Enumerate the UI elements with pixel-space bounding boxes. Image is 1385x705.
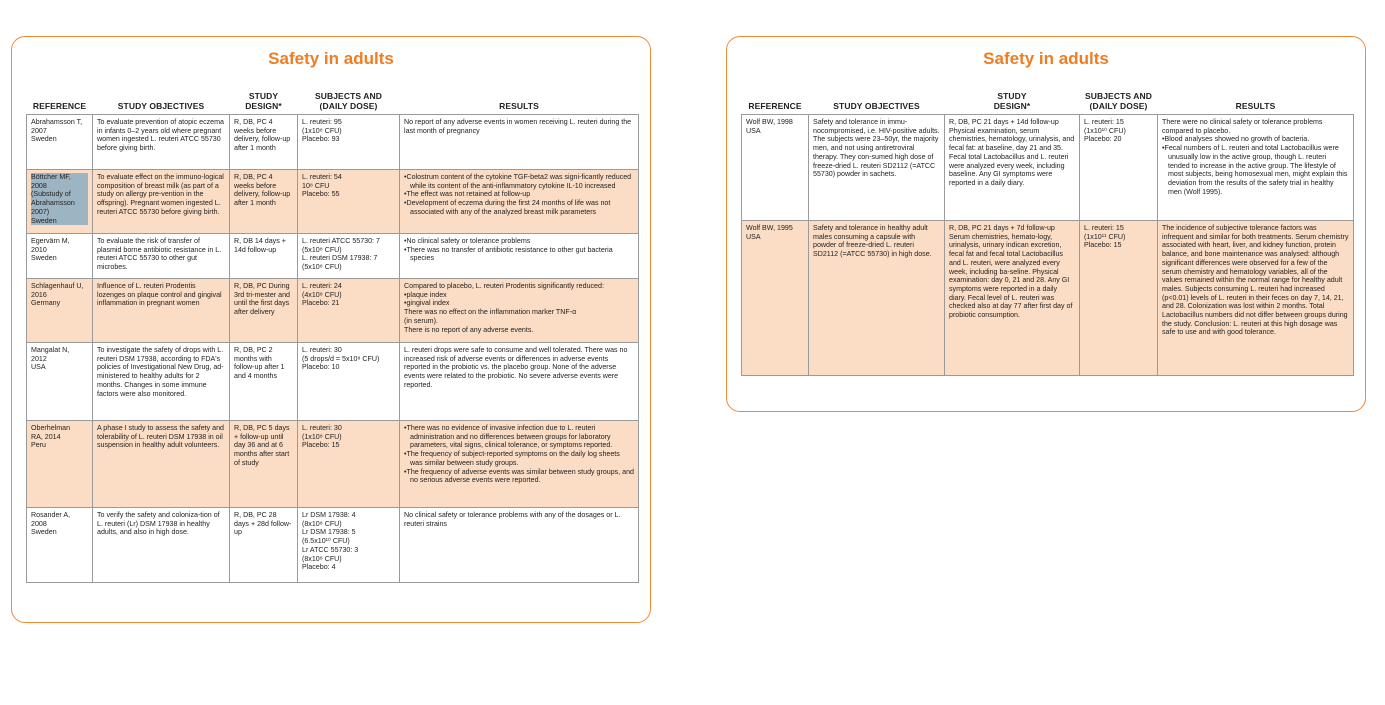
reference-line: 2016 xyxy=(31,290,47,299)
results-line: There were no clinical safety or tolerance problems compared to placebo. xyxy=(1162,118,1323,135)
reference-line: Abrahamsson T, xyxy=(31,118,83,126)
subjects-line: L. reuteri: 54 xyxy=(302,173,342,181)
objectives-cell: To evaluate the risk of transfer of plasmid borne antibiotic resistance in L. reuteri ATCC 55730 to other gut microbes. xyxy=(93,234,230,279)
header-results: RESULTS xyxy=(499,101,539,111)
reference-line: USA xyxy=(31,363,46,372)
subjects-line: L. reuteri DSM 17938: 7 xyxy=(302,254,378,263)
reference-line: 2008 xyxy=(31,519,47,528)
safety-table-panel-left xyxy=(11,36,651,623)
results-cell: No report of any adverse events in women receiving L. reuteri during the last month of pregnancy xyxy=(400,115,639,170)
reference-line: Wolf BW, 1998 xyxy=(746,118,793,126)
reference-line: Schlagenhauf U, xyxy=(31,282,84,290)
panel-title: Safety in adults xyxy=(268,49,394,68)
table-row xyxy=(27,421,639,508)
results-bullet: • Colostrum content of the cytokine TGF-beta2 was signi-ficantly reduced while its content of the anti-inflammatory cytokine IL-10 increased xyxy=(404,173,634,190)
objectives-cell: To evaluate prevention of atopic eczema in infants 0–2 years old where pregnant women ingested L. reuteri ATCC 55730 before giving birth. xyxy=(93,115,230,170)
subjects-line: Placebo: 93 xyxy=(302,135,340,144)
header-study-objectives: STUDY OBJECTIVES xyxy=(117,101,205,111)
reference-line: Egervärn M, xyxy=(31,237,70,245)
subjects-line: Placebo: 21 xyxy=(302,299,340,308)
panel-title: Safety in adults xyxy=(983,49,1109,68)
results-bullet: • gingival index xyxy=(404,299,634,308)
reference-line: Sweden xyxy=(31,254,57,263)
reference-line: Wolf BW, 1995 xyxy=(746,224,793,232)
subjects-line: (1x10⁸ CFU) xyxy=(302,432,342,441)
subjects-cell xyxy=(1080,115,1158,221)
reference-line: Peru xyxy=(31,441,46,450)
reference-line: Böttcher MF, xyxy=(31,173,88,182)
header-study-design xyxy=(945,91,1080,115)
header-line: (DAILY DOSE) xyxy=(1089,101,1148,111)
table-row xyxy=(27,508,639,583)
results-line: There was no effect on the inflammation marker TNF-α xyxy=(404,308,577,317)
design-cell: R, DB, PC During 3rd tri-mester and until the first days after delivery xyxy=(230,279,298,343)
subjects-line: L. reuteri: 15 xyxy=(1084,224,1124,232)
design-cell: R, DB, PC 21 days + 14d follow-up Physical examination, serum chemistries, hematology, urinalysis, and fecal fat: at baseline, day 21 and 35. Fecal total Lactobacillus and L. reuteri were analyzed every week, including baseline. Any GI symptoms were reported in a daily diary. xyxy=(945,115,1080,221)
reference-cell xyxy=(27,115,93,170)
reference-line: Germany xyxy=(31,299,61,308)
subjects-line: Lr ATCC 55730: 3 xyxy=(302,545,359,554)
table-row xyxy=(27,343,639,421)
objectives-cell: To investigate the safety of drops with L. reuteri DSM 17938, according to FDA's policies of Investigational New Drug, ad-ministered to healthy adults for 2 months. Changes in some immune factors were also monitored. xyxy=(93,343,230,421)
reference-line: RA, 2014 xyxy=(31,432,61,441)
header-line: (DAILY DOSE) xyxy=(319,101,378,111)
results-bullet: • The frequency of subject-reported symptoms on the daily log sheets was similar between study groups. xyxy=(404,450,634,467)
subjects-line: (6.5x10¹⁰ CFU) xyxy=(302,537,350,546)
table-row xyxy=(27,234,639,279)
results-cell xyxy=(400,234,639,279)
results-bullet: • plaque index xyxy=(404,291,634,300)
table-row xyxy=(27,170,639,234)
subjects-cell xyxy=(298,115,400,170)
subjects-line: Lr DSM 17938: 5 xyxy=(302,528,356,537)
reference-cell xyxy=(27,170,93,234)
header-study-objectives: STUDY OBJECTIVES xyxy=(833,101,920,111)
results-bullet: • There was no transfer of antibiotic resistance to other gut bacteria species xyxy=(404,246,634,263)
header-reference: REFERENCE xyxy=(748,101,802,111)
subjects-line: L. reuteri ATCC 55730: 7 xyxy=(302,237,380,245)
header-line: STUDY xyxy=(997,91,1027,101)
reference-cell xyxy=(742,115,809,221)
results-bullet: • Development of eczema during the first 24 months of life was not associated with any of the analyzed breast milk parameters xyxy=(404,199,634,216)
subjects-line: L. reuteri: 15 xyxy=(1084,118,1124,126)
subjects-line: Placebo: 15 xyxy=(302,441,340,450)
table-body xyxy=(27,115,639,583)
subjects-line: (1x10¹¹ CFU) xyxy=(1084,232,1126,241)
reference-line: Sweden xyxy=(31,135,57,144)
results-bullet: • Fecal numbers of L. reuteri and total Lactobacillus were unusually low in the active group, though L. reuteri tended to increase in the active group. The lifestyle of most subjects, being homosexual men, might explain this deviation from the results of the safety trial in healthy men (Wolf 1995). xyxy=(1162,144,1349,196)
subjects-line: L. reuteri: 30 xyxy=(302,346,342,354)
results-cell: The incidence of subjective tolerance factors was infrequent and similar for both treatments. Serum chemistry associated with heart, liver, and kidney function, protein balance, and bone maintenance was analysed: although significant differences were observed for a few of the serum chemistry and hematology variables, all of the values remained within the normal range for healthy adult males. Subjects consuming L. reuteri had increased (p<0.01) levels of L. reuteri in their feces on day 7, 14, 21, and 28. Colonization was lost within 2 months. Total Lactobacillus numbers did not differ between groups during the study. Conclusion: L. reuteri at this high dosage was safe to use and with good tolerance. xyxy=(1158,221,1354,376)
results-line: Compared to placebo, L. reuteri Prodentis significantly reduced: xyxy=(404,282,604,290)
reference-cell xyxy=(742,221,809,376)
subjects-line: (5 drops/d = 5x10⁸ CFU) xyxy=(302,354,380,363)
subjects-cell xyxy=(298,170,400,234)
objectives-cell: Influence of L. reuteri Prodentis lozenges on plaque control and gingival inflammation in pregnant women xyxy=(93,279,230,343)
subjects-cell xyxy=(298,343,400,421)
safety-table xyxy=(741,91,1354,376)
header-reference: REFERENCE xyxy=(32,101,87,111)
subjects-line: (5x10⁸ CFU) xyxy=(302,245,342,254)
subjects-line: Placebo: 20 xyxy=(1084,135,1122,144)
reference-cell xyxy=(27,234,93,279)
reference-cell xyxy=(27,421,93,508)
table-row xyxy=(742,115,1354,221)
results-cell xyxy=(400,421,639,508)
results-bullet: • No clinical safety or tolerance problems xyxy=(404,237,634,246)
reference-line: Sweden xyxy=(31,528,57,537)
design-cell: R, DB, PC 28 days + 28d follow-up xyxy=(230,508,298,583)
reference-line: USA xyxy=(746,232,761,241)
results-bullet: • The frequency of adverse events was similar between study groups, and no serious adverse events were reported. xyxy=(404,468,634,485)
reference-line: Mangalat N, xyxy=(31,346,70,354)
subjects-line: 10⁸ CFU xyxy=(302,181,330,190)
subjects-line: L. reuteri: 95 xyxy=(302,118,342,126)
results-bullet: • There was no evidence of invasive infection due to L. reuteri administration and no differences between groups for laboratory parameters, vital signs, clinical tolerance, or symptoms reported. xyxy=(404,424,634,450)
subjects-cell xyxy=(298,508,400,583)
results-line: (in serum). xyxy=(404,316,438,325)
subjects-line: (1x10⁸ CFU) xyxy=(302,126,342,135)
reference-cell xyxy=(27,343,93,421)
header-line: SUBJECTS AND xyxy=(314,91,382,101)
subjects-line: L. reuteri: 24 xyxy=(302,282,342,290)
subjects-line: L. reuteri: 30 xyxy=(302,424,342,432)
header-subjects xyxy=(1080,91,1158,115)
reference-line: Sweden xyxy=(31,217,88,226)
table-row xyxy=(27,279,639,343)
design-cell: R, DB, PC 2 months with follow-up after 1 and 4 months xyxy=(230,343,298,421)
results-bullet: • The effect was not retained at follow-up xyxy=(404,190,634,199)
results-cell xyxy=(1158,115,1354,221)
design-cell: R, DB, PC 4 weeks before delivery, follow-up after 1 month xyxy=(230,170,298,234)
table-header-row xyxy=(742,91,1354,115)
objectives-cell: To evaluate effect on the immuno-logical composition of breast milk (as part of a study on allergy pre-vention in the offspring). Pregnant women ingested L. reuteri ATCC 55730 before giving birth. xyxy=(93,170,230,234)
results-cell: L. reuteri drops were safe to consume and well tolerated. There was no increased risk of adverse events or differences in adverse events reported in the probiotic vs. the placebo group. None of the adverse events were related to the probiotic. No severe adverse events were reported. xyxy=(400,343,639,421)
subjects-line: Placebo: 15 xyxy=(1084,241,1122,250)
reference-cell xyxy=(27,508,93,583)
results-cell xyxy=(400,279,639,343)
header-results: RESULTS xyxy=(1235,101,1276,111)
table-row xyxy=(742,221,1354,376)
results-bullet: • Blood analyses showed no growth of bacteria. xyxy=(1162,135,1349,144)
subjects-line: (1x10¹⁰ CFU) xyxy=(1084,126,1126,135)
header-line: DESIGN* xyxy=(245,101,282,111)
results-line: There is no report of any adverse events. xyxy=(404,325,534,334)
objectives-cell: Safety and tolerance in immu-nocompromised, i.e. HIV-positive adults. The subjects were 23–50yr, the majority men, and not using antiretroviral therapy. They con-sumed high dose of freeze-dried L. reuteri SD2112 (=ATCC 55730) powder in sachets. xyxy=(809,115,945,221)
safety-table xyxy=(26,91,639,583)
subjects-line: (4x10⁸ CFU) xyxy=(302,290,342,299)
reference-line: 2010 xyxy=(31,245,47,254)
results-cell xyxy=(400,170,639,234)
reference-line: USA xyxy=(746,126,761,135)
subjects-cell xyxy=(298,234,400,279)
table-body xyxy=(742,115,1354,376)
subjects-cell xyxy=(298,279,400,343)
table-row xyxy=(27,115,639,170)
design-cell: R, DB, PC 4 weeks before delivery, follow-up after 1 month xyxy=(230,115,298,170)
reference-cell xyxy=(27,279,93,343)
subjects-cell xyxy=(298,421,400,508)
header-study-design xyxy=(230,91,298,115)
reference-line: (Substudy of xyxy=(31,190,88,199)
objectives-cell: To verify the safety and coloniza-tion of L. reuteri (Lr) DSM 17938 in healthy adults, and also in high dose. xyxy=(93,508,230,583)
subjects-cell xyxy=(1080,221,1158,376)
subjects-line: (8x10⁸ CFU) xyxy=(302,554,342,563)
reference-line: 2008 xyxy=(31,182,88,191)
subjects-line: Placebo: 55 xyxy=(302,190,340,199)
header-subjects xyxy=(298,91,400,115)
header-line: DESIGN* xyxy=(993,101,1031,111)
design-cell: R, DB, PC 21 days + 7d follow-up Serum chemistries, hemato-logy, urinalysis, urinary indican excretion, fecal fat and fecal total Lactobacillus and L. reuteri, were analyzed every week, including ba-seline. Physical examination: day 0, 21 and 28. Any GI symptoms were reported in a daily diary. Fecal level of L. reuteri was checked also at day 77 after first day of probiotic consumption. xyxy=(945,221,1080,376)
results-cell: No clinical safety or tolerance problems with any of the dosages or L. reuteri strains xyxy=(400,508,639,583)
objectives-cell: Safety and tolerance in healthy adult males consuming a capsule with powder of freeze-dried L. reuteri SD2112 (=ATCC 55730) in high dose. xyxy=(809,221,945,376)
reference-line: 2012 xyxy=(31,354,47,363)
reference-line: Abrahamsson xyxy=(31,199,88,208)
reference-line: 2007 xyxy=(31,126,47,135)
reference-line: 2007) xyxy=(31,208,88,217)
header-line: STUDY xyxy=(248,91,279,101)
subjects-line: Lr DSM 17938: 4 xyxy=(302,511,356,519)
safety-table-panel-right xyxy=(726,36,1366,412)
subjects-line: Placebo: 4 xyxy=(302,563,336,572)
header-line: SUBJECTS AND xyxy=(1084,91,1152,101)
reference-line: Oberhelman xyxy=(31,424,71,432)
subjects-line: Placebo: 10 xyxy=(302,363,340,372)
subjects-line: (8x10⁸ CFU) xyxy=(302,519,342,528)
table-header-row xyxy=(27,91,639,115)
design-cell: R, DB 14 days + 14d follow-up xyxy=(230,234,298,279)
design-cell: R, DB, PC 5 days + follow-up until day 36 and at 6 months after start of study xyxy=(230,421,298,508)
objectives-cell: A phase I study to assess the safety and tolerability of L. reuteri DSM 17938 in oil suspension in healthy adult volunteers. xyxy=(93,421,230,508)
subjects-line: (5x10⁸ CFU) xyxy=(302,263,342,272)
reference-line: Rosander A, xyxy=(31,511,71,519)
